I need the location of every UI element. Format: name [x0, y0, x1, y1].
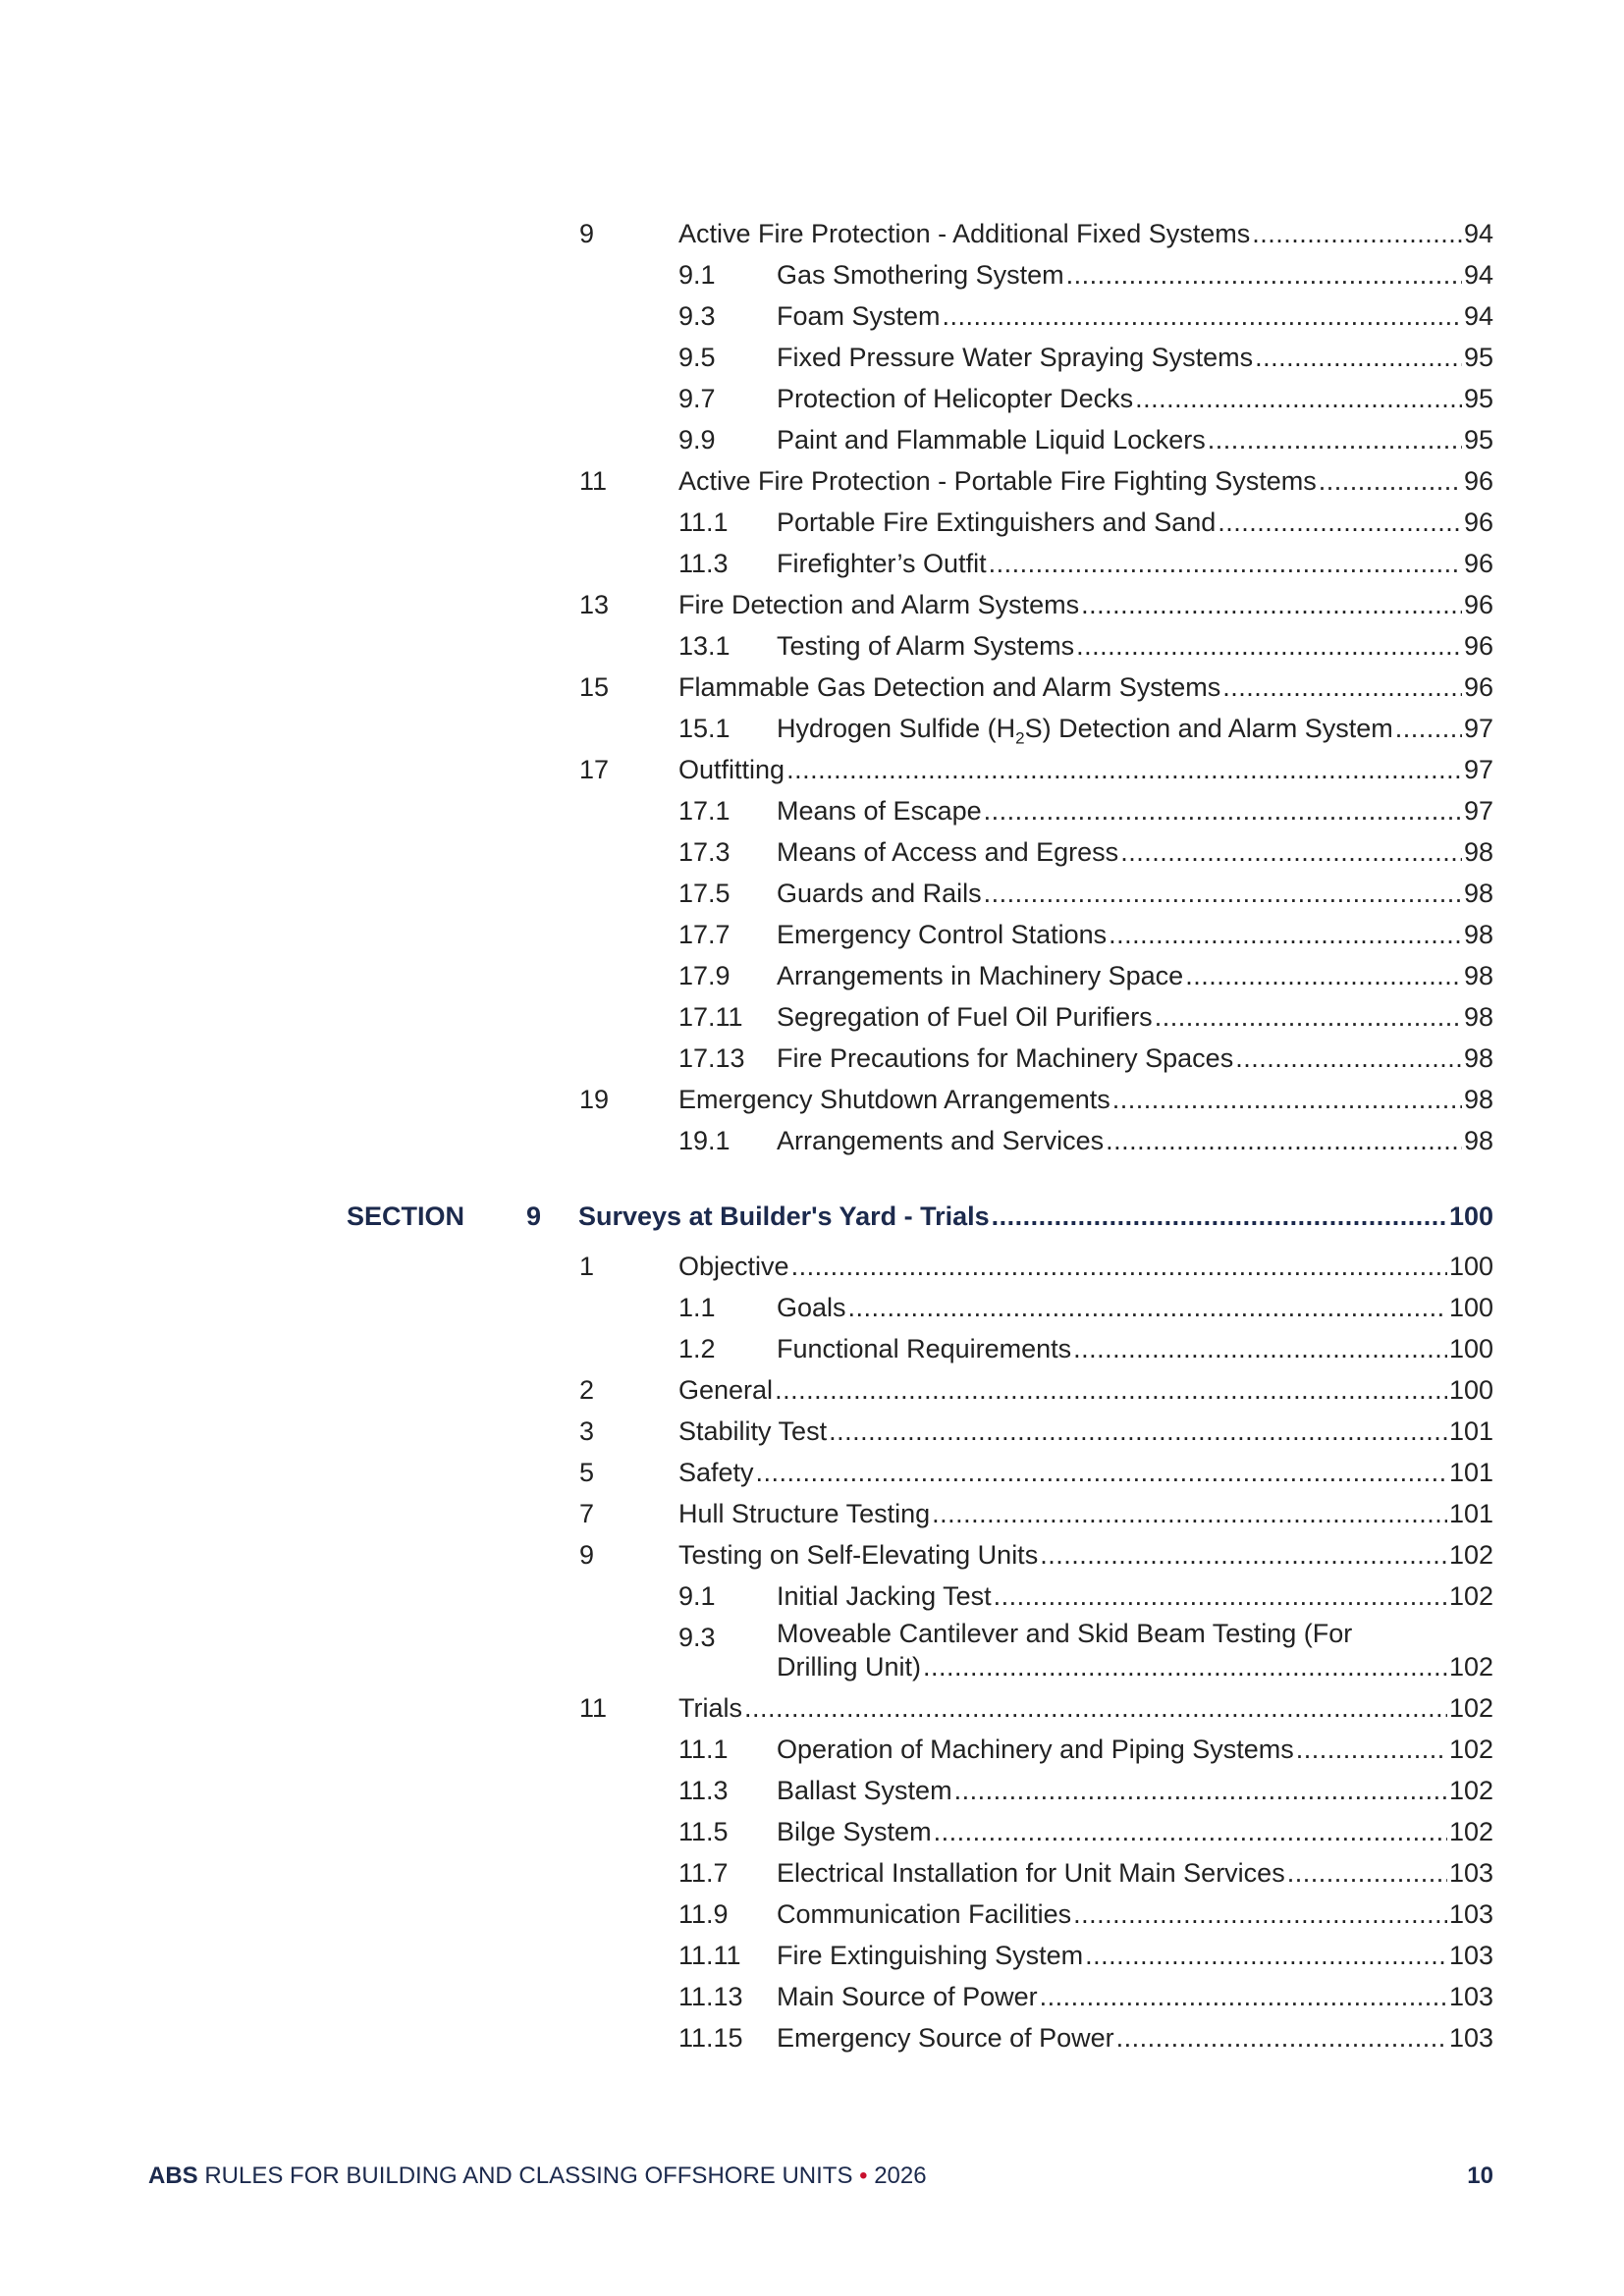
entry-title: Foam System	[777, 301, 941, 331]
leader-dots	[1073, 1328, 1447, 1369]
entry-number: 11.5	[678, 1817, 729, 1846]
toc-entry	[777, 873, 1493, 914]
entry-number: 17.5	[678, 879, 731, 908]
toc-row[interactable]	[0, 1729, 1624, 1770]
leader-dots	[1252, 213, 1462, 254]
page-number: 103	[1448, 1941, 1493, 1970]
page-number: 98	[1463, 961, 1493, 990]
page-number: 102	[1448, 1652, 1493, 1682]
entry-title: Portable Fire Extinguishers and Sand	[777, 507, 1217, 537]
toc-row[interactable]	[0, 1493, 1624, 1534]
page-number: 96	[1463, 466, 1493, 496]
entry-number: 17.11	[678, 1002, 743, 1032]
page-number: 103	[1448, 1899, 1493, 1929]
toc-entry	[678, 213, 1493, 254]
entry-title: Fire Detection and Alarm Systems	[678, 590, 1080, 619]
toc-entry	[777, 543, 1493, 584]
toc-entry	[678, 1534, 1493, 1575]
toc-entry	[777, 955, 1493, 996]
page-number: 101	[1448, 1416, 1493, 1446]
toc-entry	[777, 502, 1493, 543]
toc-row[interactable]	[0, 1411, 1624, 1452]
entry-number: 19	[579, 1085, 610, 1114]
entry-title: Active Fire Protection - Additional Fixed Systems	[678, 219, 1251, 248]
leader-dots	[1287, 1852, 1447, 1894]
leader-dots	[1218, 502, 1462, 543]
toc-row[interactable]	[0, 955, 1624, 996]
leader-dots	[791, 1246, 1447, 1287]
page-number: 102	[1448, 1693, 1493, 1723]
toc-row[interactable]	[0, 1534, 1624, 1575]
leader-dots	[744, 1687, 1447, 1729]
leader-dots	[1235, 1038, 1462, 1079]
page-number: 95	[1463, 384, 1493, 413]
entry-number: 17.7	[678, 920, 731, 949]
entry-title-line1: Moveable Cantilever and Skid Beam Testing (For	[777, 1619, 1353, 1648]
toc-row[interactable]	[0, 543, 1624, 584]
leader-dots	[1112, 1079, 1462, 1120]
page-number: 96	[1463, 672, 1493, 702]
entry-number: 9	[579, 1540, 595, 1570]
toc-row[interactable]	[0, 1575, 1624, 1617]
footer-bullet: •	[859, 2163, 868, 2189]
toc-row[interactable]	[0, 1687, 1624, 1729]
entry-number: 11.1	[678, 1735, 729, 1764]
leader-dots	[1296, 1729, 1447, 1770]
toc-row[interactable]	[0, 831, 1624, 873]
page-number: 100	[1448, 1201, 1493, 1231]
toc-entry	[777, 1328, 1493, 1369]
leader-dots	[1155, 996, 1462, 1038]
toc-entry	[777, 914, 1493, 955]
entry-number: 9	[579, 219, 595, 248]
page-number: 95	[1463, 425, 1493, 454]
entry-number: 5	[579, 1458, 595, 1487]
toc-row[interactable]	[0, 1038, 1624, 1079]
toc-entry	[777, 337, 1493, 378]
entry-number: 11.9	[678, 1899, 729, 1929]
toc-entry	[777, 1770, 1493, 1811]
entry-title-part: Hydrogen Sulfide (H	[777, 714, 1016, 743]
toc-entry	[678, 1079, 1493, 1120]
toc-row[interactable]	[0, 1770, 1624, 1811]
toc-entry	[578, 1187, 1493, 1246]
page-number: 98	[1463, 837, 1493, 867]
entry-number: 9.5	[678, 343, 716, 372]
leader-dots	[829, 1411, 1447, 1452]
toc-entry	[678, 1246, 1493, 1287]
toc-entry	[777, 254, 1493, 295]
entry-title: Fixed Pressure Water Spraying Systems	[777, 343, 1254, 372]
toc-row[interactable]	[0, 1328, 1624, 1369]
leader-dots	[1222, 667, 1462, 708]
page-number: 100	[1448, 1252, 1493, 1281]
toc-entry	[777, 1120, 1493, 1161]
page-number: 96	[1463, 507, 1493, 537]
entry-title: Protection of Helicopter Decks	[777, 384, 1134, 413]
entry-number: 9.7	[678, 384, 716, 413]
page-number: 96	[1463, 590, 1493, 619]
page-number: 96	[1463, 549, 1493, 578]
leader-dots	[934, 1811, 1447, 1852]
page-number: 101	[1448, 1499, 1493, 1528]
toc-entry	[678, 460, 1493, 502]
leader-dots	[1116, 2017, 1447, 2058]
entry-number: 1.2	[678, 1334, 716, 1363]
entry-title: Firefighter’s Outfit	[777, 549, 987, 578]
toc-row[interactable]	[0, 213, 1624, 254]
toc-row[interactable]	[0, 1852, 1624, 1894]
page-number: 94	[1463, 301, 1493, 331]
page-number: 98	[1463, 879, 1493, 908]
toc-row[interactable]	[0, 1246, 1624, 1287]
leader-dots	[775, 1369, 1447, 1411]
toc-row[interactable]	[0, 2017, 1624, 2058]
toc-row[interactable]	[0, 625, 1624, 667]
section-label: SECTION	[347, 1201, 465, 1231]
toc-row[interactable]	[0, 584, 1624, 625]
toc-row[interactable]	[0, 1287, 1624, 1328]
toc-entry	[777, 790, 1493, 831]
leader-dots	[943, 295, 1462, 337]
page-number: 94	[1463, 219, 1493, 248]
toc-entry	[678, 667, 1493, 708]
toc-entry	[777, 625, 1493, 667]
entry-number: 11.13	[678, 1982, 743, 2011]
toc-entry	[678, 584, 1493, 625]
toc-entry	[777, 1617, 1493, 1687]
page-number: 95	[1463, 343, 1493, 372]
leader-dots	[1040, 1534, 1447, 1575]
leader-dots	[756, 1452, 1447, 1493]
page-footer	[148, 2163, 1493, 2190]
entry-number: 11.3	[678, 549, 729, 578]
leader-dots	[1255, 337, 1462, 378]
entry-title: Emergency Source of Power	[777, 2023, 1114, 2053]
entry-title: General	[678, 1375, 774, 1405]
entry-number: 9.1	[678, 260, 716, 290]
entry-title: Functional Requirements	[777, 1334, 1072, 1363]
page-number: 103	[1448, 1982, 1493, 2011]
page-number: 103	[1448, 2023, 1493, 2053]
toc-row[interactable]	[0, 1369, 1624, 1411]
page-number: 98	[1463, 1126, 1493, 1155]
toc-row[interactable]	[0, 1079, 1624, 1120]
toc-entry	[678, 1369, 1493, 1411]
toc-row[interactable]	[0, 667, 1624, 708]
toc-section-row[interactable]	[0, 1187, 1624, 1246]
entry-title: Safety	[678, 1458, 754, 1487]
page-number: 98	[1463, 1002, 1493, 1032]
page-number: 102	[1448, 1817, 1493, 1846]
entry-number: 1.1	[678, 1293, 716, 1322]
entry-number: 15.1	[678, 714, 731, 743]
leader-dots	[932, 1493, 1447, 1534]
toc-row[interactable]	[0, 337, 1624, 378]
entry-number: 2	[579, 1375, 595, 1405]
page-number: 94	[1463, 260, 1493, 290]
entry-number: 9.1	[678, 1581, 716, 1611]
page-number: 96	[1463, 631, 1493, 661]
leader-dots	[1135, 378, 1462, 419]
entry-number: 15	[579, 672, 610, 702]
toc-row[interactable]	[0, 295, 1624, 337]
leader-dots	[1073, 1894, 1447, 1935]
entry-number: 17.3	[678, 837, 731, 867]
page-number: 98	[1463, 1085, 1493, 1114]
toc-entry	[777, 708, 1493, 749]
page-number: 98	[1463, 1043, 1493, 1073]
entry-number: 3	[579, 1416, 595, 1446]
entry-number: 11.7	[678, 1858, 729, 1888]
entry-number: 13	[579, 590, 610, 619]
page-number: 102	[1448, 1735, 1493, 1764]
entry-number: 13.1	[678, 631, 731, 661]
entry-number: 1	[579, 1252, 595, 1281]
entry-number: 19.1	[678, 1126, 731, 1155]
page-number: 100	[1448, 1375, 1493, 1405]
entry-title: Operation of Machinery and Piping Systems	[777, 1735, 1294, 1764]
entry-number: 7	[579, 1499, 595, 1528]
toc-entry	[777, 2017, 1493, 2058]
entry-title: Ballast System	[777, 1776, 952, 1805]
entry-number: 9.3	[678, 301, 716, 331]
entry-title-subscript: 2	[1015, 728, 1025, 748]
entry-title: Arrangements and Services	[777, 1126, 1105, 1155]
page-number: 102	[1448, 1776, 1493, 1805]
toc-row[interactable]	[0, 1894, 1624, 1935]
toc-entry	[777, 1811, 1493, 1852]
toc-row[interactable]	[0, 1976, 1624, 2017]
toc-entry	[777, 1976, 1493, 2017]
entry-title: Outfitting	[678, 755, 785, 784]
entry-title: Paint and Flammable Liquid Lockers	[777, 425, 1206, 454]
page-number: 97	[1463, 796, 1493, 826]
entry-title: Arrangements in Machinery Space	[777, 961, 1184, 990]
entry-title: Testing of Alarm Systems	[777, 631, 1075, 661]
entry-number: 11.3	[678, 1776, 729, 1805]
toc-entry	[777, 1575, 1493, 1617]
leader-dots	[994, 1575, 1447, 1617]
entry-title: Means of Escape	[777, 796, 982, 826]
page-number: 97	[1463, 714, 1493, 743]
page-number: 100	[1448, 1293, 1493, 1322]
leader-dots	[1185, 955, 1462, 996]
toc-row[interactable]	[0, 1120, 1624, 1161]
toc-row[interactable]	[0, 254, 1624, 295]
toc-entry	[777, 1852, 1493, 1894]
toc-entry	[678, 1687, 1493, 1729]
toc-row[interactable]	[0, 914, 1624, 955]
toc-entry	[777, 378, 1493, 419]
page-number: 101	[1448, 1458, 1493, 1487]
leader-dots	[989, 543, 1462, 584]
entry-title: Gas Smothering System	[777, 260, 1064, 290]
entry-title: Emergency Control Stations	[777, 920, 1108, 949]
toc-entry	[777, 419, 1493, 460]
leader-dots	[1081, 584, 1462, 625]
toc-row[interactable]	[0, 749, 1624, 790]
leader-dots	[1076, 625, 1462, 667]
leader-dots	[1109, 914, 1462, 955]
entry-number: 9.9	[678, 425, 716, 454]
entry-title-line2: Drilling Unit)	[777, 1652, 922, 1682]
toc-entry	[777, 1729, 1493, 1770]
entry-number: 11	[579, 466, 608, 496]
leader-dots	[1208, 419, 1462, 460]
entry-title: Active Fire Protection - Portable Fire Fighting Systems	[678, 466, 1317, 496]
entry-number: 9.3	[678, 1623, 716, 1652]
entry-title: Objective	[678, 1252, 789, 1281]
leader-dots	[923, 1650, 1447, 1683]
leader-dots	[1040, 1976, 1447, 2017]
entry-title: Main Source of Power	[777, 1982, 1038, 2011]
entry-title: Flammable Gas Detection and Alarm Systems	[678, 672, 1221, 702]
toc-row[interactable]	[0, 460, 1624, 502]
toc-row[interactable]	[0, 873, 1624, 914]
entry-title: Emergency Shutdown Arrangements	[678, 1085, 1110, 1114]
toc-entry	[678, 749, 1493, 790]
leader-dots	[848, 1287, 1447, 1328]
footer-page-number: 10	[1467, 2163, 1493, 2189]
leader-dots	[992, 1187, 1447, 1246]
leader-dots	[984, 790, 1462, 831]
footer-title: RULES FOR BUILDING AND CLASSING OFFSHORE UNITS	[204, 2163, 853, 2189]
entry-title: Testing on Self-Elevating Units	[678, 1540, 1039, 1570]
leader-dots	[1120, 831, 1462, 873]
toc-entry	[777, 295, 1493, 337]
toc-row[interactable]	[0, 1452, 1624, 1493]
entry-title: Goals	[777, 1293, 846, 1322]
entry-number: 17.1	[678, 796, 731, 826]
entry-title: Means of Access and Egress	[777, 837, 1119, 867]
entry-title: Electrical Installation for Unit Main Services	[777, 1858, 1285, 1888]
section-title: Surveys at Builder's Yard - Trials	[578, 1201, 990, 1231]
toc-row[interactable]	[0, 1617, 1624, 1687]
entry-number: 17	[579, 755, 610, 784]
entry-number: 17.9	[678, 961, 731, 990]
leader-dots	[1395, 708, 1462, 749]
entry-title: Communication Facilities	[777, 1899, 1072, 1929]
entry-title-line2-wrap	[777, 1650, 1493, 1683]
page-number: 102	[1448, 1581, 1493, 1611]
toc-entry	[777, 1287, 1493, 1328]
toc-row[interactable]	[0, 790, 1624, 831]
entry-number: 11.1	[678, 507, 729, 537]
toc-row[interactable]	[0, 502, 1624, 543]
leader-dots	[1106, 1120, 1462, 1161]
leader-dots	[984, 873, 1462, 914]
page-number: 97	[1463, 755, 1493, 784]
leader-dots	[954, 1770, 1447, 1811]
toc-entry	[777, 1894, 1493, 1935]
toc-entry	[777, 1935, 1493, 1976]
toc-row[interactable]	[0, 378, 1624, 419]
entry-title: Stability Test	[678, 1416, 828, 1446]
footer-year: 2026	[874, 2163, 927, 2189]
toc-entry	[777, 1038, 1493, 1079]
entry-title: Fire Precautions for Machinery Spaces	[777, 1043, 1234, 1073]
section-number: 9	[526, 1201, 542, 1231]
table-of-contents	[0, 213, 1624, 2058]
page-number: 100	[1448, 1334, 1493, 1363]
entry-title: Bilge System	[777, 1817, 932, 1846]
entry-title: Segregation of Fuel Oil Purifiers	[777, 1002, 1153, 1032]
entry-title-part: S) Detection and Alarm System	[1024, 714, 1393, 743]
entry-title: Trials	[678, 1693, 742, 1723]
entry-number: 17.13	[678, 1043, 745, 1073]
entry-title: Hull Structure Testing	[678, 1499, 931, 1528]
toc-entry	[777, 831, 1493, 873]
toc-entry	[678, 1493, 1493, 1534]
toc-row[interactable]	[0, 419, 1624, 460]
toc-row[interactable]	[0, 996, 1624, 1038]
entry-title: Guards and Rails	[777, 879, 982, 908]
toc-entry	[678, 1411, 1493, 1452]
footer-brand: ABS	[148, 2163, 198, 2189]
toc-entry	[678, 1452, 1493, 1493]
entry-title	[777, 708, 1393, 749]
toc-row[interactable]	[0, 1811, 1624, 1852]
entry-number: 11.11	[678, 1941, 741, 1970]
page-number: 103	[1448, 1858, 1493, 1888]
entry-title: Fire Extinguishing System	[777, 1941, 1084, 1970]
leader-dots	[1085, 1935, 1447, 1976]
page-number: 102	[1448, 1540, 1493, 1570]
leader-dots	[1319, 460, 1462, 502]
page-number: 98	[1463, 920, 1493, 949]
toc-row[interactable]	[0, 1935, 1624, 1976]
entry-number: 11.15	[678, 2023, 743, 2053]
leader-dots	[786, 749, 1462, 790]
entry-title: Initial Jacking Test	[777, 1581, 992, 1611]
toc-row[interactable]	[0, 708, 1624, 749]
leader-dots	[1066, 254, 1462, 295]
entry-number: 11	[579, 1693, 608, 1723]
toc-entry	[777, 996, 1493, 1038]
